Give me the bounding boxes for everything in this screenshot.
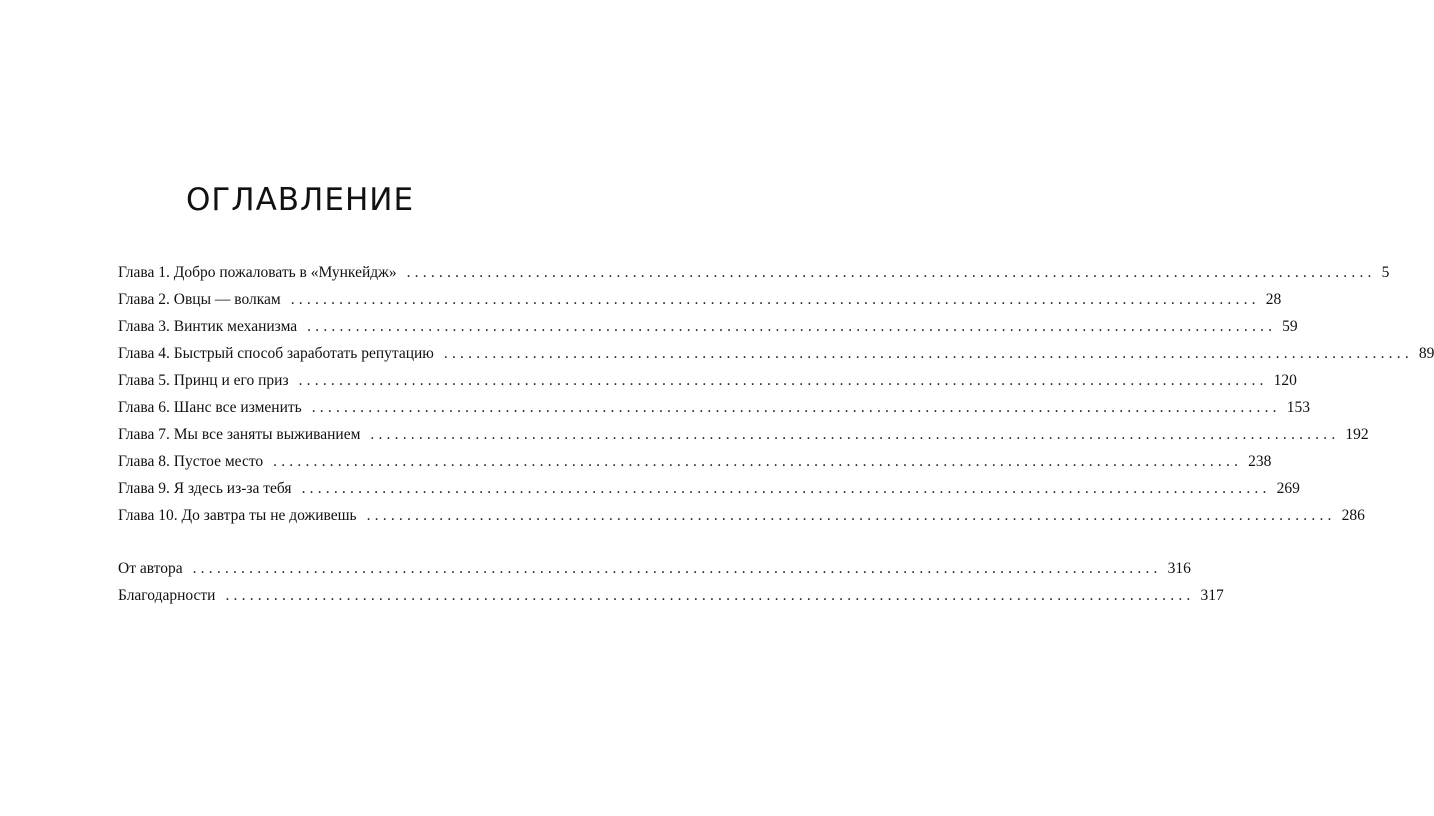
toc-entry-page: 238	[1248, 453, 1272, 470]
toc-entry-label: Глава 5. Принц и его приз	[118, 372, 289, 389]
toc-entry	[118, 448, 1272, 475]
toc-entry-label: Глава 6. Шанс все изменить	[118, 399, 302, 416]
toc-entry-page: 120	[1273, 372, 1297, 389]
toc-entry	[118, 475, 1300, 502]
dot-leader: ........................................................................................................................	[443, 345, 1413, 362]
toc-entry-page: 5	[1381, 264, 1390, 281]
table-of-contents-chapters	[118, 259, 1434, 529]
toc-entry	[118, 394, 1310, 421]
dot-leader: ........................................................................................................................	[307, 318, 1277, 335]
toc-entry-label: Глава 10. До завтра ты не доживешь	[118, 507, 357, 524]
toc-entry	[118, 502, 1365, 529]
dot-leader: ........................................................................................................................	[290, 291, 1260, 308]
toc-entry-label: Глава 9. Я здесь из-за тебя	[118, 480, 292, 497]
toc-entry	[118, 313, 1298, 340]
toc-entry-page: 153	[1286, 399, 1310, 416]
dot-leader: ........................................................................................................................	[273, 453, 1243, 470]
toc-entry-label: От автора	[118, 560, 183, 577]
dot-leader: ........................................................................................................................	[298, 372, 1268, 389]
toc-entry-label: Глава 8. Пустое место	[118, 453, 264, 470]
toc-entry-label: Благодарности	[118, 587, 216, 604]
dot-leader: ........................................................................................................................	[311, 399, 1281, 416]
table-of-contents-back-matter	[118, 555, 1224, 609]
toc-entry-label: Глава 1. Добро пожаловать в «Мункейдж»	[118, 264, 397, 281]
toc-entry-page: 316	[1167, 560, 1191, 577]
dot-leader: ........................................................................................................................	[192, 560, 1162, 577]
toc-entry-label: Глава 2. Овцы — волкам	[118, 291, 281, 308]
toc-entry-page: 28	[1265, 291, 1282, 308]
toc-entry	[118, 286, 1282, 313]
toc-entry	[118, 555, 1191, 582]
toc-entry-page: 317	[1200, 587, 1224, 604]
dot-leader: ........................................................................................................................	[406, 264, 1376, 281]
page-title: ОГЛАВЛЕНИЕ	[185, 182, 415, 218]
toc-entry	[118, 582, 1224, 609]
toc-entry-page: 89	[1418, 345, 1434, 362]
dot-leader: ........................................................................................................................	[366, 507, 1336, 524]
dot-leader: ........................................................................................................................	[370, 426, 1340, 443]
toc-entry	[118, 367, 1297, 394]
toc-entry-page: 269	[1276, 480, 1300, 497]
toc-entry-page: 286	[1341, 507, 1365, 524]
toc-entry	[118, 421, 1369, 448]
toc-entry-label: Глава 4. Быстрый способ заработать репутацию	[118, 345, 434, 362]
toc-entry-page: 192	[1345, 426, 1369, 443]
toc-entry	[118, 259, 1390, 286]
toc-entry-label: Глава 7. Мы все заняты выживанием	[118, 426, 361, 443]
toc-entry-label: Глава 3. Винтик механизма	[118, 318, 298, 335]
dot-leader: ........................................................................................................................	[301, 480, 1271, 497]
toc-entry-page: 59	[1282, 318, 1298, 335]
dot-leader: ........................................................................................................................	[225, 587, 1195, 604]
toc-entry	[118, 340, 1434, 367]
